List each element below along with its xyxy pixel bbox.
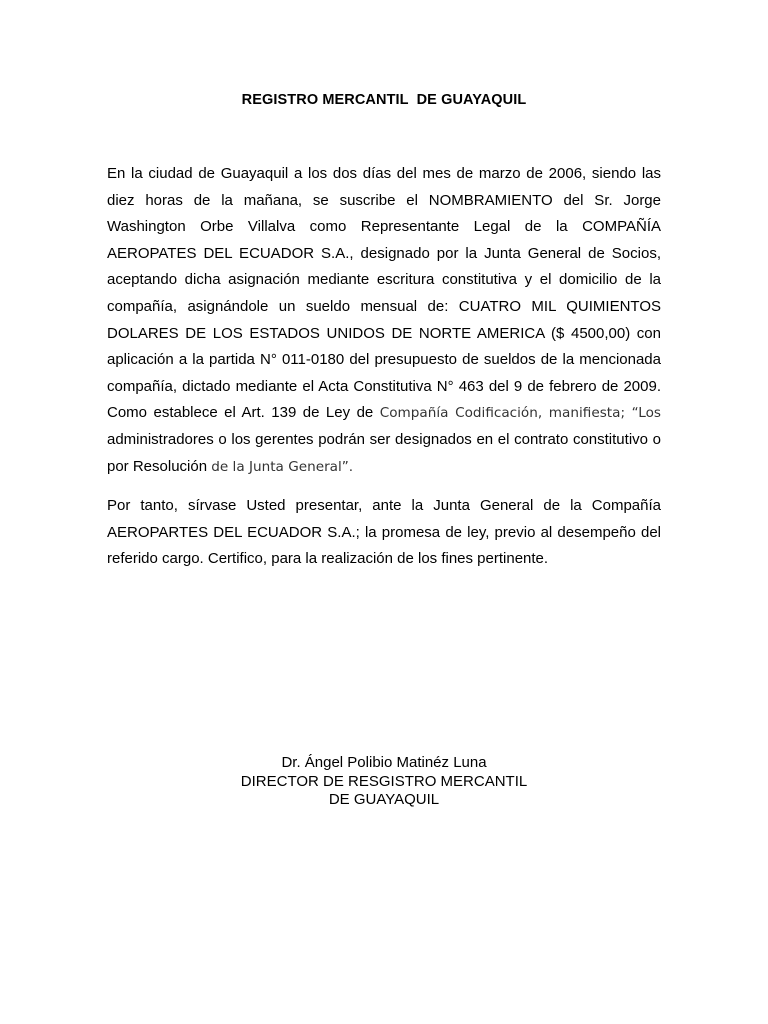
body-paragraph-appointment: [107, 161, 661, 480]
signature-block: [0, 754, 768, 810]
document-title: REGISTRO MERCANTIL DE GUAYAQUIL: [241, 92, 527, 108]
signatory-position-line-1: DIRECTOR DE RESGISTRO MERCANTIL: [240, 772, 528, 790]
paragraph-text-main: En la ciudad de Guayaquil a los dos días del mes de marzo de 2006, siendo las diez horas de la mañana, se suscribe el NOMBRAMIENTO del Sr. Jorge Washington Orbe Villalva como Representante Legal de la COMPAÑÍA AEROPATES DEL ECUADOR S.A., designado por la Junta General de Socios, aceptando dicha asignación mediante escritura constitutiva y el domicilio de la compañía, asignándole un sueldo mensual de: CUATRO MIL QUIMIENTOS DOLARES DE LOS ESTADOS UNIDOS DE NORTE AMERICA ($ 4500,00) con aplicación a la partida N° 011-0180 del presupuesto de sueldos de la mencionada compañía, dictado mediante el Acta Constitutiva N° 463 del 9 de febrero de 2009. Como establece el Art. 139 de Ley de: [107, 165, 661, 422]
signatory-name: Dr. Ángel Polibio Matinéz Luna: [281, 754, 487, 771]
paragraph-text-middle: administradores o los gerentes podrán ser designados en el contrato constitutivo o por Resolución: [107, 430, 661, 475]
paragraph-text-quote-end: de la Junta General”.: [211, 458, 354, 475]
paragraph-text-quote-start: Compañía Codificación, manifiesta; “Los: [379, 405, 662, 422]
body-paragraph-request: Por tanto, sírvase Usted presentar, ante la Junta General de la Compañía AEROPARTES DEL ECUADOR S.A.; la promesa de ley, previo al desempeño del referido cargo. Certifico, para la realización de los fines pertinente.: [107, 497, 661, 568]
signatory-position-line-2: DE GUAYAQUIL: [328, 791, 440, 808]
